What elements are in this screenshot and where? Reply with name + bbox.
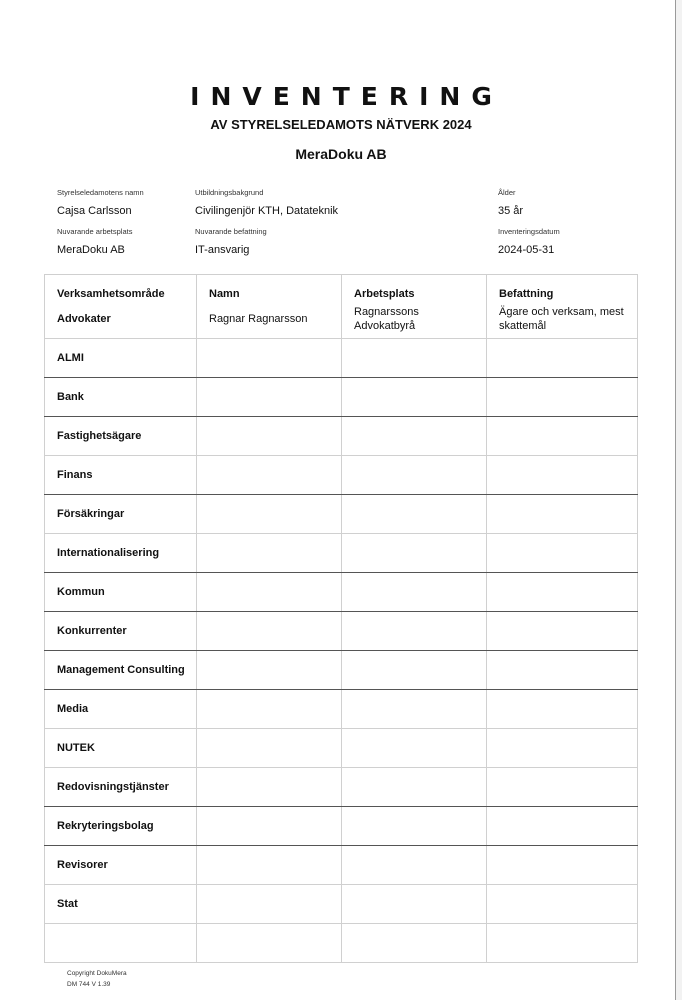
position-cell[interactable] bbox=[487, 651, 638, 690]
name-cell[interactable] bbox=[197, 768, 342, 807]
position-cell[interactable] bbox=[487, 339, 638, 378]
name-cell[interactable] bbox=[197, 690, 342, 729]
workplace-cell[interactable] bbox=[342, 885, 487, 924]
workplace-cell[interactable] bbox=[342, 495, 487, 534]
area-cell: Media bbox=[45, 690, 197, 729]
position-cell[interactable] bbox=[487, 534, 638, 573]
column-header-name: Namn bbox=[197, 275, 342, 301]
position-cell[interactable] bbox=[487, 495, 638, 534]
table-row bbox=[45, 300, 638, 339]
workplace-cell[interactable] bbox=[342, 417, 487, 456]
workplace-cell[interactable] bbox=[342, 768, 487, 807]
education-label: Utbildningsbakgrund bbox=[195, 188, 264, 197]
name-cell[interactable] bbox=[197, 339, 342, 378]
position-cell[interactable] bbox=[487, 612, 638, 651]
age-label: Ålder bbox=[498, 188, 516, 197]
table-row bbox=[45, 417, 638, 456]
area-cell: Kommun bbox=[45, 573, 197, 612]
name-cell[interactable] bbox=[197, 417, 342, 456]
column-header-area: Verksamhetsområde bbox=[45, 275, 197, 301]
document-subtitle: AV STYRELSELEDAMOTS NÄTVERK 2024 bbox=[210, 117, 472, 132]
position-cell[interactable] bbox=[487, 378, 638, 417]
name-cell[interactable] bbox=[197, 612, 342, 651]
area-cell: Bank bbox=[45, 378, 197, 417]
workplace-cell[interactable] bbox=[342, 846, 487, 885]
document-title: INVENTERING bbox=[190, 82, 503, 111]
company-name: MeraDoku AB bbox=[295, 146, 387, 162]
workplace-label: Nuvarande arbetsplats bbox=[57, 227, 133, 236]
name-cell[interactable] bbox=[197, 534, 342, 573]
column-header-workplace: Arbetsplats bbox=[342, 275, 487, 301]
workplace-cell[interactable] bbox=[342, 534, 487, 573]
name-cell[interactable] bbox=[197, 885, 342, 924]
table-row bbox=[45, 378, 638, 417]
workplace-cell[interactable] bbox=[342, 651, 487, 690]
position-label: Nuvarande befattning bbox=[195, 227, 267, 236]
name-cell[interactable] bbox=[197, 651, 342, 690]
name-cell[interactable] bbox=[197, 573, 342, 612]
name-cell[interactable] bbox=[197, 846, 342, 885]
table-header-row bbox=[45, 275, 638, 301]
name-label: Styrelseledamotens namn bbox=[57, 188, 144, 197]
table-row bbox=[45, 534, 638, 573]
date-label: Inventeringsdatum bbox=[498, 227, 560, 236]
name-cell[interactable] bbox=[197, 495, 342, 534]
table-row bbox=[45, 456, 638, 495]
workplace-cell[interactable] bbox=[342, 378, 487, 417]
table-row bbox=[45, 729, 638, 768]
name-cell[interactable]: Ragnar Ragnarsson bbox=[197, 300, 342, 339]
area-cell: ALMI bbox=[45, 339, 197, 378]
table-row bbox=[45, 768, 638, 807]
table-row bbox=[45, 807, 638, 846]
workplace-value: MeraDoku AB bbox=[57, 244, 125, 256]
area-cell: Finans bbox=[45, 456, 197, 495]
workplace-cell[interactable] bbox=[342, 456, 487, 495]
area-cell: Konkurrenter bbox=[45, 612, 197, 651]
position-cell[interactable] bbox=[487, 573, 638, 612]
name-cell[interactable] bbox=[197, 924, 342, 963]
table-row bbox=[45, 612, 638, 651]
table-row bbox=[45, 846, 638, 885]
name-cell[interactable] bbox=[197, 729, 342, 768]
workplace-cell[interactable] bbox=[342, 729, 487, 768]
area-cell: NUTEK bbox=[45, 729, 197, 768]
position-cell[interactable] bbox=[487, 924, 638, 963]
workplace-cell[interactable] bbox=[342, 573, 487, 612]
position-cell[interactable] bbox=[487, 846, 638, 885]
position-value: IT-ansvarig bbox=[195, 244, 250, 256]
area-cell: Internationalisering bbox=[45, 534, 197, 573]
name-cell[interactable] bbox=[197, 456, 342, 495]
table-row bbox=[45, 924, 638, 963]
position-cell[interactable]: Ägare och verksam, mest skattemål bbox=[487, 300, 638, 339]
position-cell[interactable] bbox=[487, 729, 638, 768]
area-cell[interactable] bbox=[45, 924, 197, 963]
workplace-cell[interactable] bbox=[342, 612, 487, 651]
name-cell[interactable] bbox=[197, 378, 342, 417]
position-cell[interactable] bbox=[487, 417, 638, 456]
table-row bbox=[45, 651, 638, 690]
age-value: 35 år bbox=[498, 205, 524, 217]
table-row bbox=[45, 339, 638, 378]
workplace-cell[interactable]: Ragnarssons Advokatbyrå bbox=[342, 300, 487, 339]
position-cell[interactable] bbox=[487, 885, 638, 924]
footer-copyright: Copyright DokuMera bbox=[67, 970, 127, 977]
inventory-table bbox=[44, 274, 638, 963]
area-cell: Fastighetsägare bbox=[45, 417, 197, 456]
area-cell: Redovisningstjänster bbox=[45, 768, 197, 807]
area-cell: Rekryteringsbolag bbox=[45, 807, 197, 846]
workplace-cell[interactable] bbox=[342, 339, 487, 378]
workplace-cell[interactable] bbox=[342, 690, 487, 729]
table-row bbox=[45, 885, 638, 924]
table-row bbox=[45, 573, 638, 612]
area-cell: Försäkringar bbox=[45, 495, 197, 534]
education-value: Civilingenjör KTH, Datateknik bbox=[195, 205, 339, 217]
area-cell: Management Consulting bbox=[45, 651, 197, 690]
workplace-cell[interactable] bbox=[342, 924, 487, 963]
footer-version: DM 744 V 1.39 bbox=[67, 981, 111, 988]
area-cell: Revisorer bbox=[45, 846, 197, 885]
date-value: 2024-05-31 bbox=[498, 244, 555, 256]
area-cell: Advokater bbox=[45, 300, 197, 339]
position-cell[interactable] bbox=[487, 456, 638, 495]
position-cell[interactable] bbox=[487, 807, 638, 846]
name-cell[interactable] bbox=[197, 807, 342, 846]
name-value: Cajsa Carlsson bbox=[57, 205, 132, 217]
table-row bbox=[45, 690, 638, 729]
table-row bbox=[45, 495, 638, 534]
column-header-position: Befattning bbox=[487, 275, 638, 301]
position-cell[interactable] bbox=[487, 768, 638, 807]
position-cell[interactable] bbox=[487, 690, 638, 729]
workplace-cell[interactable] bbox=[342, 807, 487, 846]
area-cell: Stat bbox=[45, 885, 197, 924]
